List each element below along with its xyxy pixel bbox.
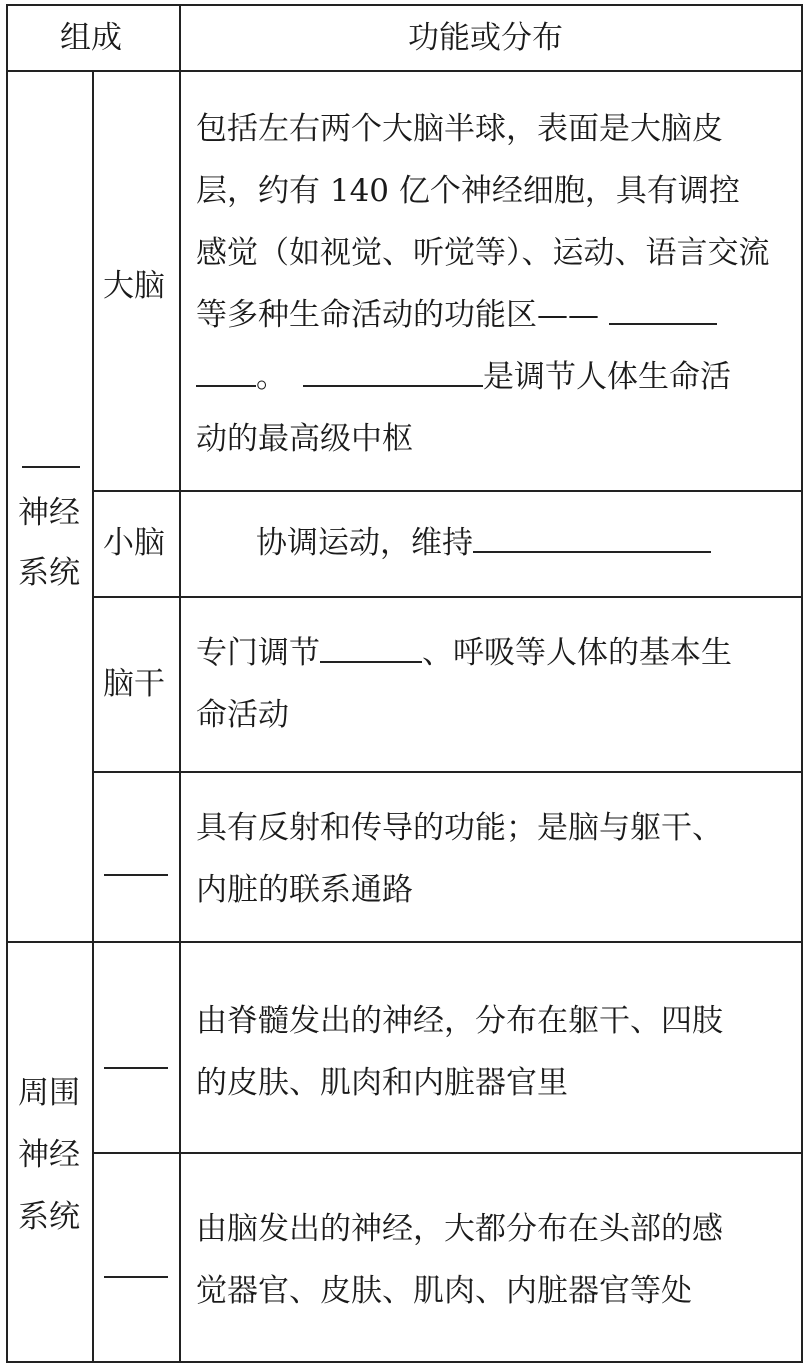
central-label-line2: 系统 bbox=[18, 555, 80, 591]
cerebrum-blank-1[interactable] bbox=[609, 293, 717, 325]
cranial-nerve-name-blank bbox=[104, 1276, 168, 1278]
row-desc-cerebellum bbox=[256, 512, 796, 574]
spinal-cord-name-blank bbox=[104, 874, 168, 876]
cerebrum-line-5: 。 bbox=[256, 359, 287, 395]
row-desc-spinal-cord bbox=[196, 797, 796, 921]
cerebellum-blank[interactable] bbox=[473, 521, 711, 553]
peripheral-label-line2: 神经 bbox=[18, 1137, 80, 1173]
row-divider-1 bbox=[92, 490, 802, 492]
table-border-top bbox=[6, 4, 802, 6]
section-divider bbox=[6, 941, 802, 943]
cranial-nerves-line-1: 由脑发出的神经，大都分布在头部的感 bbox=[196, 1211, 723, 1247]
table-border-right bbox=[801, 4, 803, 1363]
cerebrum-line-4: 等多种生命活动的功能区—— bbox=[196, 297, 599, 333]
cerebrum-blank-2[interactable] bbox=[303, 355, 483, 387]
spinal-nerves-line-1: 由脊髓发出的神经，分布在躯干、四肢 bbox=[196, 1003, 723, 1039]
cerebrum-line-6: 是调节人体生命活 bbox=[483, 359, 731, 395]
cerebellum-line-1: 协调运动，维持 bbox=[256, 525, 473, 561]
peripheral-label-line1: 周围 bbox=[18, 1075, 80, 1111]
row-name-cerebellum: 小脑 bbox=[103, 525, 165, 561]
header-composition: 组成 bbox=[60, 20, 122, 56]
row-desc-cranial-nerves bbox=[196, 1198, 796, 1322]
cranial-nerves-line-2: 觉器官、皮肤、肌肉、内脏器官等处 bbox=[196, 1273, 692, 1309]
row-desc-spinal-nerves bbox=[196, 990, 796, 1114]
spinal-line-2: 内脏的联系通路 bbox=[196, 872, 413, 908]
central-label-line1: 神经 bbox=[18, 495, 80, 531]
brainstem-line-1b: 、呼吸等人体的基本生 bbox=[422, 635, 732, 671]
row-divider-3 bbox=[92, 771, 802, 773]
central-label-blank bbox=[22, 466, 80, 468]
row-name-cerebrum: 大脑 bbox=[103, 268, 165, 304]
table-border-bottom bbox=[6, 1361, 802, 1363]
col-divider-2 bbox=[179, 4, 181, 1363]
peripheral-label-line3: 系统 bbox=[18, 1199, 80, 1235]
spinal-nerves-line-2: 的皮肤、肌肉和内脏器官里 bbox=[196, 1065, 568, 1101]
header-function: 功能或分布 bbox=[408, 20, 563, 56]
spinal-nerve-name-blank bbox=[104, 1067, 168, 1069]
cerebrum-line-1: 包括左右两个大脑半球，表面是大脑皮 bbox=[196, 111, 723, 147]
table-border-left bbox=[6, 4, 8, 1363]
cerebrum-line-2: 层，约有 140 亿个神经细胞，具有调控 bbox=[196, 173, 740, 209]
brainstem-blank[interactable] bbox=[320, 631, 422, 663]
cerebrum-line-3: 感觉（如视觉、听觉等）、运动、语言交流 bbox=[196, 235, 770, 271]
cerebrum-blank-1-cont[interactable] bbox=[196, 355, 256, 387]
row-divider-5 bbox=[92, 1152, 802, 1154]
col-divider-1 bbox=[92, 70, 94, 1361]
brainstem-line-2: 命活动 bbox=[196, 697, 289, 733]
row-desc-cerebrum bbox=[196, 98, 796, 470]
row-divider-2 bbox=[92, 596, 802, 598]
row-desc-brainstem bbox=[196, 622, 796, 746]
spinal-line-1: 具有反射和传导的功能；是脑与躯干、 bbox=[196, 810, 723, 846]
row-name-brainstem: 脑干 bbox=[103, 666, 165, 702]
brainstem-line-1a: 专门调节 bbox=[196, 635, 320, 671]
cerebrum-line-7: 动的最高级中枢 bbox=[196, 421, 413, 457]
header-divider bbox=[6, 70, 802, 72]
